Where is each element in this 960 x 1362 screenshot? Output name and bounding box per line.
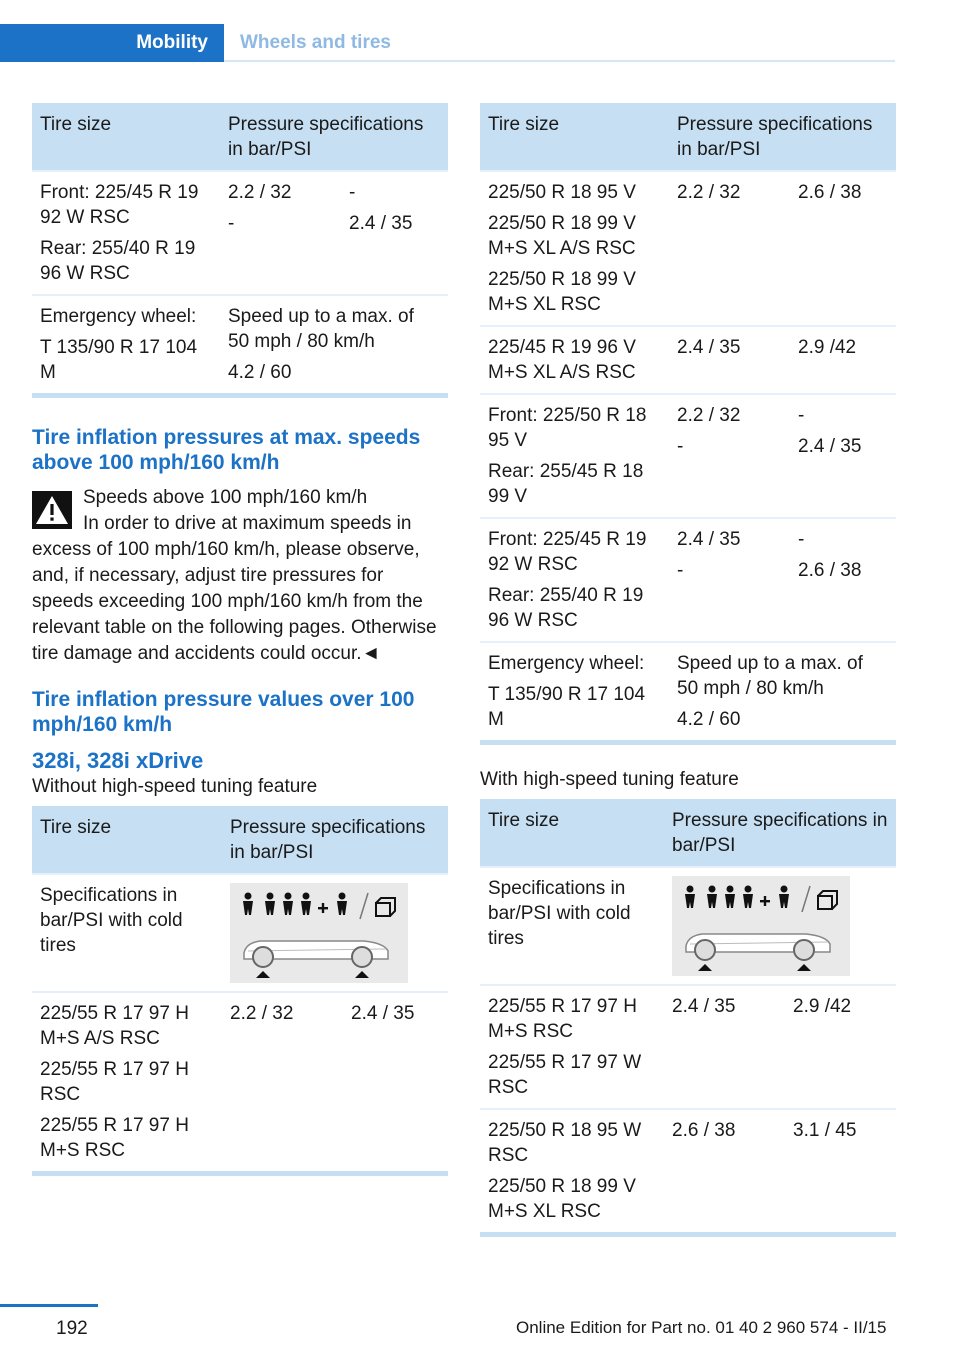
pressure-value: 2.2 / 32 [677, 182, 741, 203]
tire-size-text: 225/55 R 17 97 W RSC [488, 1052, 642, 1098]
left-top-table [32, 103, 448, 398]
tire-size-text: T 135/90 R 17 104 M [488, 684, 646, 730]
warning-block [32, 485, 448, 667]
edition-text: Online Edition for Part no. 01 40 2 960 574 - II/15 [516, 1318, 887, 1337]
tire-size-text: 225/50 R 18 95 W RSC [488, 1120, 642, 1166]
emergency-note: Speed up to a max. of 50 mph / 80 km/h [228, 306, 414, 352]
pressure-value: 2.6 / 38 [798, 560, 862, 581]
emergency-note: Speed up to a max. of 50 mph / 80 km/h [677, 653, 863, 699]
tire-size-text: Rear: 255/45 R 18 99 V [488, 461, 644, 507]
table-header-tire-size: Tire size [480, 103, 669, 171]
section-heading: Tire inflation pressures at max. speeds above 100 mph/160 km/h [32, 426, 421, 474]
pressure-value: 2.4 / 35 [677, 337, 741, 358]
table-intro: Without high-speed tuning feature [32, 776, 318, 797]
tire-size-text: 225/55 R 17 97 H M+S A/S RSC [40, 1003, 189, 1049]
pressure-value: - [798, 529, 805, 550]
tire-size-text: T 135/90 R 17 104 M [40, 337, 198, 383]
header-chapter-tab[interactable]: Wheels and tires [240, 32, 391, 53]
pressure-value: - [349, 182, 356, 203]
table-intro: With high-speed tuning feature [480, 769, 739, 790]
page-header [0, 24, 895, 62]
table-row [480, 985, 896, 1109]
tire-size-text: Front: 225/45 R 19 92 W RSC [488, 529, 647, 575]
table-row [32, 295, 448, 396]
pressure-value: 4.2 / 60 [677, 709, 741, 730]
tire-size-text: 225/45 R 19 96 V M+S XL A/S RSC [488, 337, 636, 383]
tire-size-text: 225/50 R 18 95 V [488, 182, 636, 203]
pressure-value: - [677, 436, 684, 457]
table-header-pressure: Pressure specifications in bar/PSI [220, 103, 448, 171]
left-column [32, 103, 448, 1176]
pressure-value: 2.6 / 38 [672, 1120, 736, 1141]
tire-size-text: 225/50 R 18 99 V M+S XL RSC [488, 269, 636, 315]
model-heading: 328i, 328i xDrive [32, 748, 204, 773]
spec-row-label: Specifications in bar/PSI with cold tires [480, 867, 664, 985]
pressure-value: 2.9 /42 [798, 337, 857, 358]
table-row [480, 394, 896, 518]
table-row [480, 518, 896, 642]
pressure-value: - [798, 405, 805, 426]
table-header-pressure: Pressure specifications in bar/PSI [664, 799, 896, 867]
tire-size-text: 225/55 R 17 97 H RSC [40, 1059, 189, 1105]
pressure-value: 2.2 / 32 [228, 182, 292, 203]
table-row [480, 642, 896, 743]
pressure-value: 2.2 / 32 [677, 405, 741, 426]
tire-size-text: Rear: 255/40 R 19 96 W RSC [488, 585, 644, 631]
tire-size-text: 225/50 R 18 99 V M+S XL RSC [488, 1176, 636, 1222]
table-header-pressure: Pressure specifications in bar/PSI [222, 806, 448, 874]
right-column [480, 103, 896, 1237]
table-row [32, 992, 448, 1174]
left-bottom-table [32, 806, 448, 1176]
warning-text: In order to drive at maximum speeds in excess of 100 mph/160 km/h, please observe, and, if necessary, adjust tire pressures for speeds exceeding 100 mph/160 km/h from the relevant table on the following pages. Otherwise tire damage and accidents could occur.◄ [32, 513, 437, 664]
tire-size-text: Emergency wheel: [488, 653, 645, 674]
table-row [480, 171, 896, 326]
right-bottom-table [480, 799, 896, 1237]
tire-size-text: Front: 225/45 R 19 92 W RSC [40, 182, 199, 228]
pressure-value: 2.6 / 38 [798, 182, 862, 203]
table-row [480, 1109, 896, 1235]
table-row [480, 867, 896, 985]
pressure-value: 2.4 / 35 [672, 996, 736, 1017]
tire-size-text: Rear: 255/40 R 19 96 W RSC [40, 238, 196, 284]
tire-size-text: Front: 225/50 R 18 95 V [488, 405, 647, 451]
pressure-value: 2.4 / 35 [677, 529, 741, 550]
tire-size-text: 225/55 R 17 97 H M+S RSC [40, 1115, 189, 1161]
warning-title: Speeds above 100 mph/160 km/h [83, 487, 368, 508]
page-number: 192 [56, 1318, 88, 1339]
table-row [32, 171, 448, 295]
pressure-value: 2.4 / 35 [349, 213, 413, 234]
tire-size-text: 225/55 R 17 97 H M+S RSC [488, 996, 637, 1042]
load-occupants-icon [672, 876, 850, 976]
pressure-value: 2.4 / 35 [798, 436, 862, 457]
pressure-value: 3.1 / 45 [793, 1120, 857, 1141]
pressure-value: 4.2 / 60 [228, 362, 292, 383]
footer-rule [0, 1304, 98, 1307]
load-occupants-icon [230, 883, 408, 983]
section-heading: Tire inflation pressure values over 100 mph/160 km/h [32, 688, 415, 736]
tire-size-text: Emergency wheel: [40, 306, 197, 327]
header-section-tab[interactable]: Mobility [0, 24, 224, 62]
table-header-pressure: Pressure specifications in bar/PSI [669, 103, 896, 171]
right-top-table [480, 103, 896, 745]
pressure-value: 2.9 /42 [793, 996, 852, 1017]
pressure-value: 2.2 / 32 [230, 1003, 294, 1024]
table-header-tire-size: Tire size [480, 799, 664, 867]
table-row [480, 326, 896, 394]
tire-size-text: 225/50 R 18 99 V M+S XL A/S RSC [488, 213, 636, 259]
pressure-value: 2.4 / 35 [351, 1003, 415, 1024]
table-row [32, 874, 448, 992]
table-header-tire-size: Tire size [32, 103, 220, 171]
spec-row-label: Specifications in bar/PSI with cold tires [32, 874, 222, 992]
pressure-value: - [677, 560, 684, 581]
pressure-value: - [228, 213, 235, 234]
table-header-tire-size: Tire size [32, 806, 222, 874]
